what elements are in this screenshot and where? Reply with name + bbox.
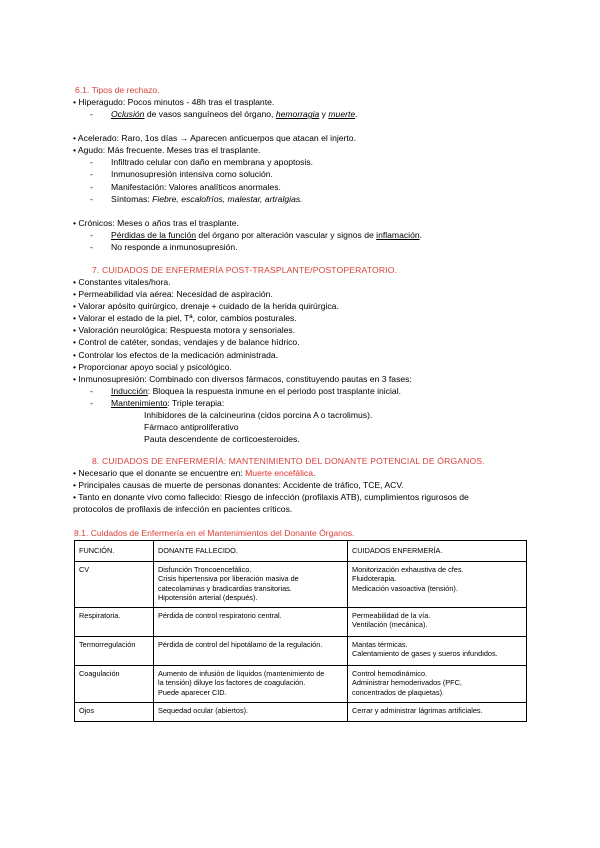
table-row [75, 666, 527, 703]
table-header-row [75, 541, 527, 562]
hiperagudo-line: • Hiperagudo: Pocos minutos - 48h tras el trasplante. [73, 97, 275, 107]
agudo-item: - Manifestación: Valores analíticos anormales. [90, 181, 281, 192]
oclusion-term: Oclusión [111, 109, 145, 120]
cell-funcion: Coagulación [75, 666, 154, 703]
table-row [75, 608, 527, 637]
donor-care-table [74, 540, 527, 722]
cell-donante: Aumento de infusión de líquidos (mantenimiento de la tensión) diluye los factores de coagulación. Puede aparecer CID. [154, 666, 348, 703]
cell-funcion: Ojos [75, 703, 154, 722]
cronicos-item: - Pérdidas de la función del órgano por alteración vascular y signos de inflamación. [90, 229, 423, 240]
tanto-line: • Tanto en donante vivo como fallecido: Riesgo de infección (profilaxis ATB), cumplimientos rigurosos de [73, 492, 469, 503]
section-6-1-body [73, 96, 422, 253]
table-row [75, 637, 527, 666]
induccion-line: - Inducción: Bloquea la respuesta inmune en el periodo post trasplante inicial. [90, 385, 401, 396]
care-item: • Valorar el estado de la piel, Tª, color, cambios posturales. [73, 313, 297, 324]
care-item: • Constantes vitales/hora. [73, 277, 171, 287]
cell-cuidados: Cerrar y administrar lágrimas artificiales. [348, 703, 527, 722]
muerte-term: muerte [328, 109, 356, 120]
care-item: • Permeabilidad vía aérea: Necesidad de aspiración. [73, 289, 273, 300]
agudo-item: - Inmunosupresión intensiva como solución. [90, 169, 273, 180]
table-row [75, 562, 527, 608]
cronicos-line: • Crónicos: Meses o años tras el trasplante. [73, 217, 239, 228]
header-cuidados: CUIDADOS ENFERMERÍA. [348, 541, 527, 562]
cell-donante: Pérdida de control respiratorio central. [154, 608, 348, 637]
triple-item: Pauta descendente de corticoesteroides. [144, 434, 300, 445]
hemorragia-term: hemorragia [275, 109, 320, 120]
tanto-line-cont: protocolos de profilaxis de infección en pacientes críticos. [73, 504, 293, 515]
agudo-sintomas: - Síntomas: Fiebre, escalofríos, malestar, artralgias. [90, 193, 303, 204]
cell-funcion: Respiratoria. [75, 608, 154, 637]
cell-donante: Disfunción Troncoencefálico. Crisis hipertensiva por liberación masiva de catecolaminas y bradicardias transitorias. Hipotensión arterial (después). [154, 562, 348, 608]
section-7-body [73, 276, 412, 445]
mantenimiento-line: - Mantenimiento: Triple terapia: [90, 397, 225, 408]
care-item: • Valoración neurológica: Respuesta motora y sensoriales. [73, 325, 296, 336]
cell-cuidados: Control hemodinámico. Administrar hemoderivados (PFC, concentrados de plaquetas). [348, 666, 527, 703]
cell-funcion: Termorregulación [75, 637, 154, 666]
cell-cuidados: Mantas térmicas. Calentamiento de gases y sueros infundidos. [348, 637, 527, 666]
table-row [75, 703, 527, 722]
section-6-1-title: 6.1. Tipos de rechazo. [75, 85, 160, 95]
cell-cuidados: Monitorización exhaustiva de cfes. Fluidoterapia. Medicación vasoactiva (tensión). [348, 562, 527, 608]
cell-funcion: CV [75, 562, 154, 608]
section-8-body [73, 467, 469, 515]
section-8-title: 8. CUIDADOS DE ENFERMERÍA: MANTENIMIENTO DEL DONANTE POTENCIAL DE ÓRGANOS. [92, 456, 485, 466]
care-item: • Valorar apósito quirúrgico, drenaje + cuidado de la herida quirúrgica. [73, 301, 339, 312]
triple-item: Fármaco antiproliferativo [144, 422, 239, 433]
agudo-item: - Infiltrado celular con daño en membrana y apoptosis. [90, 157, 314, 168]
section-8-1-title: 8.1. Cuidados de Enfermería en el Mantenimientos del Donante Órganos. [74, 528, 355, 538]
agudo-line: • Agudo: Más frecuente. Meses tras el trasplante. [73, 145, 261, 156]
muerte-encefalica: Muerte encefálica [245, 468, 313, 478]
care-item: • Inmunosupresión: Combinado con diversos fármacos, constituyendo pautas en 3 fases: [73, 373, 412, 384]
principales-line: • Principales causas de muerte de personas donantes: Accidente de tráfico, TCE, ACV. [73, 480, 404, 491]
care-item: • Proporcionar apoyo social y psicológico. [73, 361, 232, 372]
section-7-title: 7. CUIDADOS DE ENFERMERÍA POST-TRASPLANTE/POSTOPERATORIO. [92, 265, 398, 275]
cell-cuidados: Permeabilidad de la vía. Ventilación (mecánica). [348, 608, 527, 637]
triple-item: Inhibidores de la calcineurina (cidos porcina A o tacrolimus). [144, 410, 373, 421]
care-item: • Control de catéter, sondas, vendajes y de balance hídrico. [73, 337, 300, 348]
hiperagudo-detail: - Oclusión de vasos sanguíneos del órgano, hemorragia y muerte. [90, 109, 358, 120]
necesario-line: • Necesario que el donante se encuentre en: Muerte encefálica. [73, 468, 316, 478]
care-item: • Controlar los efectos de la medicación administrada. [73, 349, 279, 360]
acelerado-line: • Acelerado: Raro, 1os días → Aparecen anticuerpos que atacan el injerto. [73, 133, 356, 144]
header-funcion: FUNCIÓN. [75, 541, 154, 562]
header-donante: DONANTE FALLECIDO. [154, 541, 348, 562]
cell-donante: Pérdida de control del hipotálamo de la regulación. [154, 637, 348, 666]
cell-donante: Sequedad ocular (abiertos). [154, 703, 348, 722]
cronicos-item: - No responde a inmunosupresión. [90, 241, 238, 252]
